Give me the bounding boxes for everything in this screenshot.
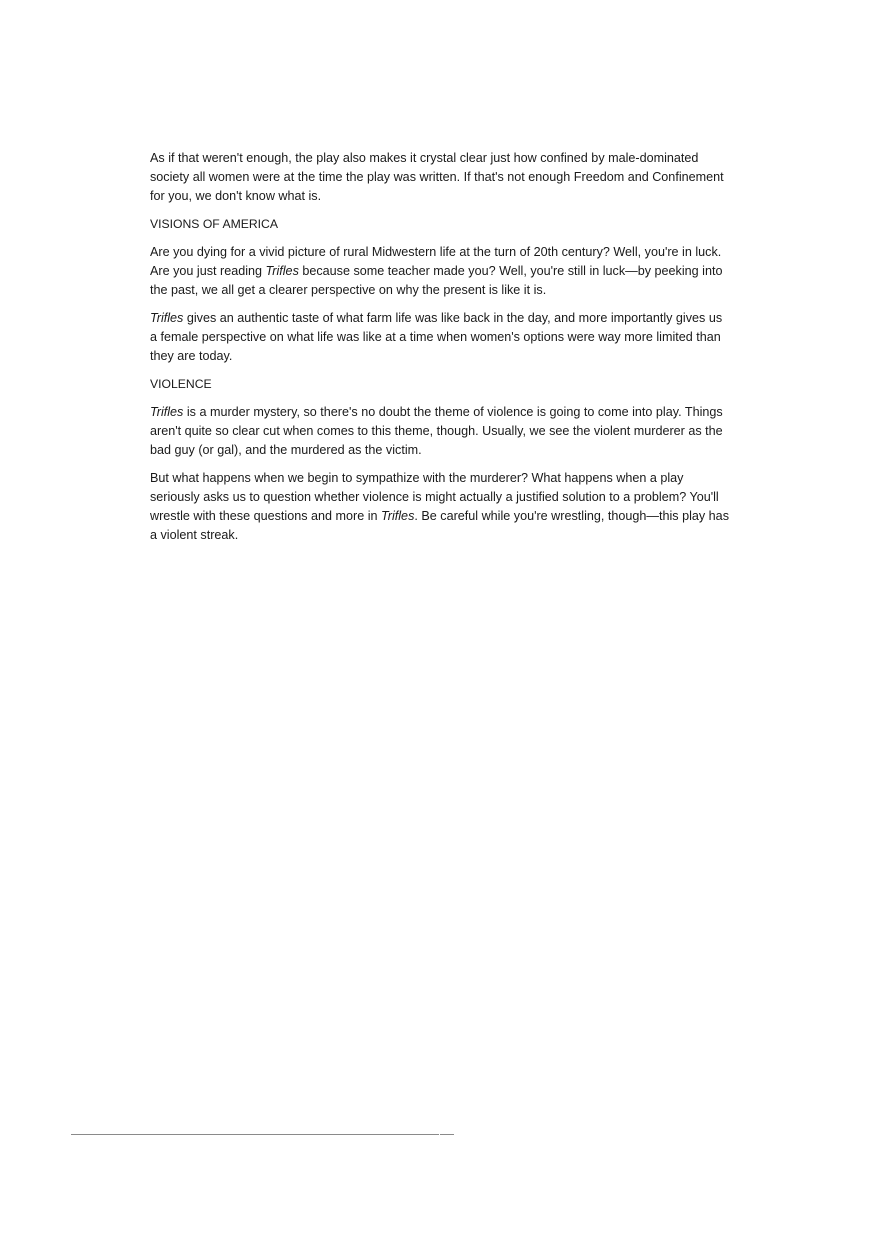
paragraph-text: As if that weren't enough, the play also makes it crystal clear just how confined by male-dominated society all women were at the time the play was written. If that's not enough Freedom and Confinement for you, we don't know what is. [150,151,724,203]
paragraph-murder-mystery [150,403,732,459]
paragraph-text: gives an authentic taste of what farm life was like back in the day, and more importantly gives us a female perspective on what life was like at a time when women's options were way more limited than they are today. [150,311,723,363]
paragraph-text: But what happens when we begin to sympathize with the murderer? What happens when a play seriously asks us to question whether violence is might actually a justified solution to a problem? You'll wrestle with these questions and more in [150,471,719,523]
document-body [150,149,732,554]
play-title: Trifles [265,263,299,278]
play-title: Trifles [150,311,184,326]
paragraph-text: Are you dying for a vivid picture of rural Midwestern life at the turn of 20th century? Well, you're in luck. Are you just reading [150,245,722,278]
paragraph-farm-life [150,309,732,365]
paragraph-sympathize [150,469,732,544]
section-heading-violence: VIOLENCE [150,376,212,391]
paragraph-text: is a murder mystery, so there's no doubt the theme of violence is going to come into play. Things aren't quite so clear cut when comes to this theme, though. Usually, we see the violent murderer as the bad guy (or gal), and the murdered as the victim. [150,405,723,457]
paragraph-text: . Be careful while you're wrestling, though—this play has a violent streak. [150,508,729,542]
paragraph-freedom-confinement [150,149,732,205]
paragraph-text: because some teacher made you? Well, you're still in luck—by peeking into the past, we all get a clearer perspective on why the present is like it is. [150,263,723,297]
play-title: Trifles [150,405,184,420]
paragraph-rural-life [150,243,732,299]
footnote-separator-line [71,1134,439,1135]
play-title: Trifles [381,508,415,523]
section-heading-visions-of-america: VISIONS OF AMERICA [150,216,278,231]
footnote-separator-tail [440,1134,454,1135]
